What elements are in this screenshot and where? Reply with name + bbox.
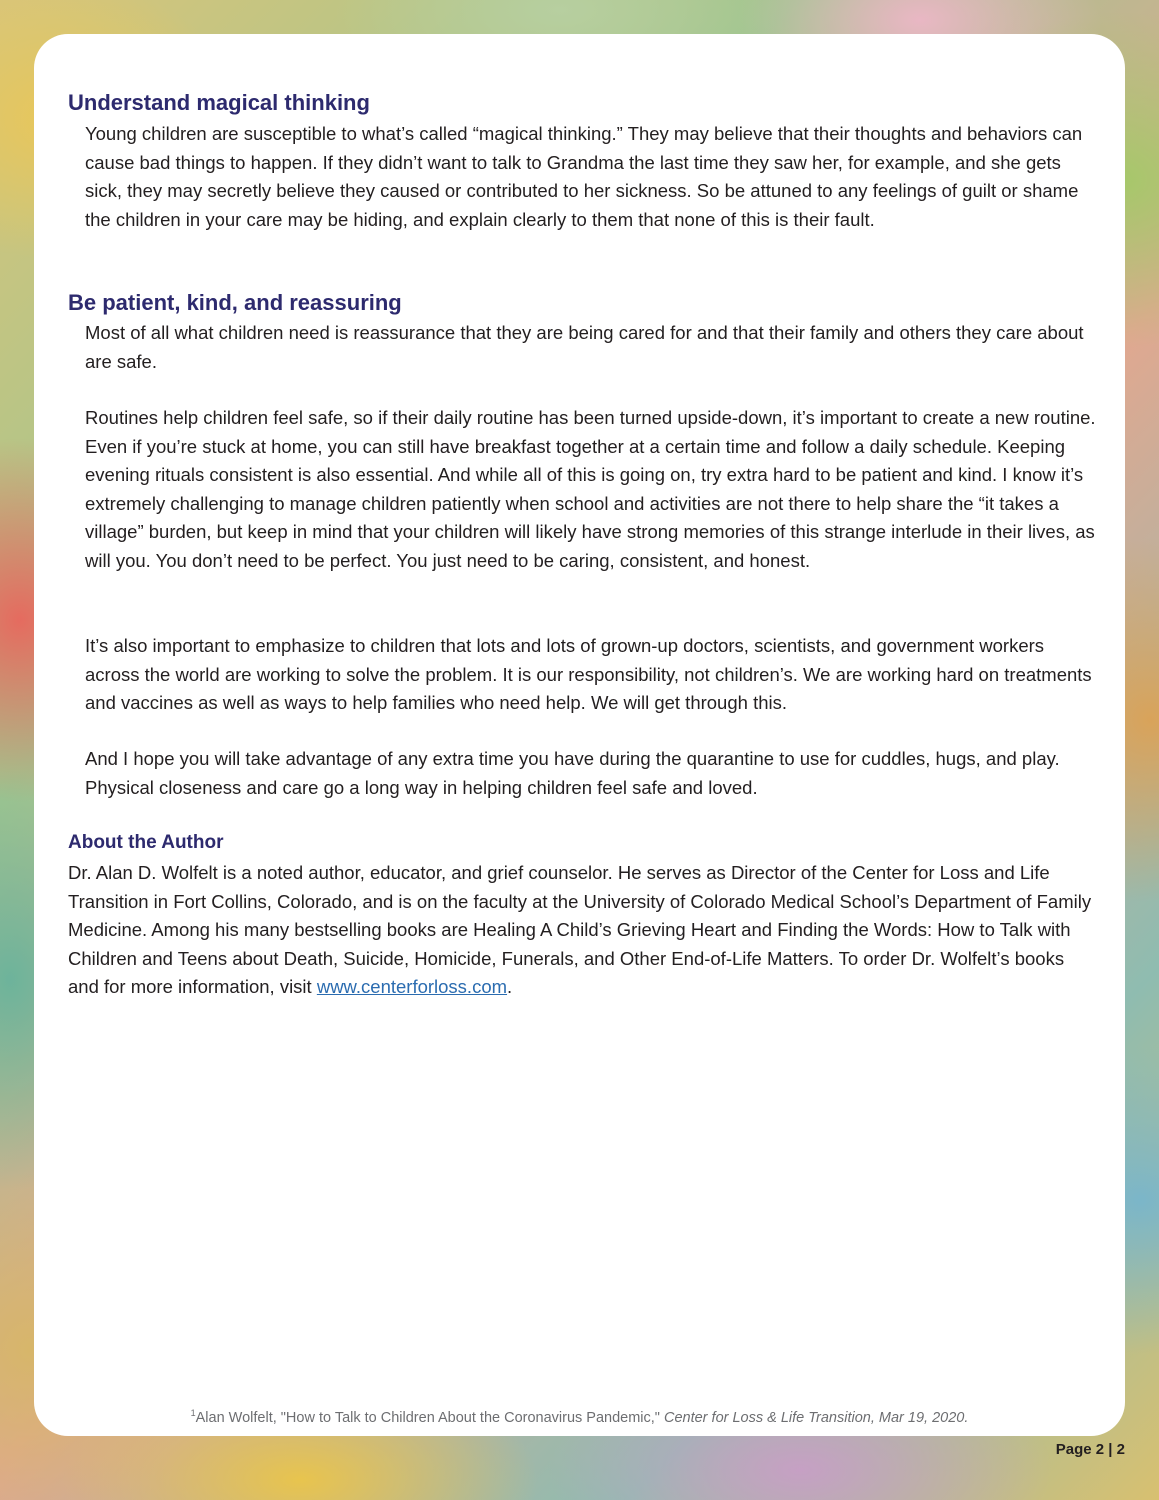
reassurance-paragraph: Most of all what children need is reassurance that they are being cared for and that their family and others they care about are safe.: [85, 322, 1084, 372]
page-number: Page 2 | 2: [1055, 1441, 1125, 1458]
centerforloss-link[interactable]: www.centerforloss.com: [316, 976, 508, 997]
footnote-source: Center for Loss & Life Transition, Mar 19, 2020.: [663, 1409, 969, 1426]
author-bio-end: .: [507, 976, 513, 997]
section-heading-patient-kind: Be patient, kind, and reassuring: [68, 290, 402, 315]
section-heading-magical-thinking: Understand magical thinking: [68, 90, 370, 115]
footnote-text: Alan Wolfelt, "How to Talk to Children About the Coronavirus Pandemic,": [195, 1409, 664, 1426]
about-author-paragraph: [68, 859, 1098, 1002]
magical-thinking-paragraph: Young children are susceptible to what’s called “magical thinking.” They may believe that their thoughts and behaviors can cause bad things to happen. If they didn’t want to talk to Grandma the last time they saw her, for example, and she gets sick, they may secretly believe they caused or contributed to her sickness. So be attuned to any feelings of guilt or shame the children in your care may be hiding, and explain clearly to them that none of this is their fault.: [85, 123, 1083, 230]
routines-paragraph: Routines help children feel safe, so if their daily routine has been turned upside-down, it’s important to create a new routine. Even if you’re stuck at home, you can still have breakfast together at a certain time and follow a daily schedule. Keeping evening rituals consistent is also essential. And while all of this is going on, try extra hard to be patient and kind. I know it’s extremely challenging to manage children patiently when school and activities are not there to help share the “it takes a village” burden, but keep in mind that your children will likely have strong memories of this strange interlude in their lives, as will you. You don’t need to be perfect. You just need to be caring, consistent, and honest.: [85, 407, 1096, 571]
footnote: [34, 1408, 1125, 1426]
about-author-heading: About the Author: [68, 832, 224, 853]
author-bio-text: Dr. Alan D. Wolfelt is a noted author, educator, and grief counselor. He serves as Director of the Center for Loss and Life Transition in Fort Collins, Colorado, and is on the faculty at the University of Colorado Medical School’s Department of Family Medicine. Among his many bestselling books are Healing A Child’s Grieving Heart and Finding the Words: How to Talk with Children and Teens about Death, Suicide, Homicide, Funerals, and Other End-of-Life Matters. To order Dr. Wolfelt’s books and for more information, visit: [68, 862, 1092, 997]
footnote-marker: 1: [190, 1408, 196, 1418]
content-card: [34, 34, 1125, 1436]
emphasize-paragraph: It’s also important to emphasize to children that lots and lots of grown-up doctors, scientists, and government workers across the world are working to solve the problem. It is our responsibility, not children’s. We are working hard on treatments and vaccines as well as ways to help families who need help. We will get through this.: [85, 635, 1092, 713]
quarantine-paragraph: And I hope you will take advantage of any extra time you have during the quarantine to use for cuddles, hugs, and play. Physical closeness and care go a long way in helping children feel safe and loved.: [85, 748, 1060, 798]
